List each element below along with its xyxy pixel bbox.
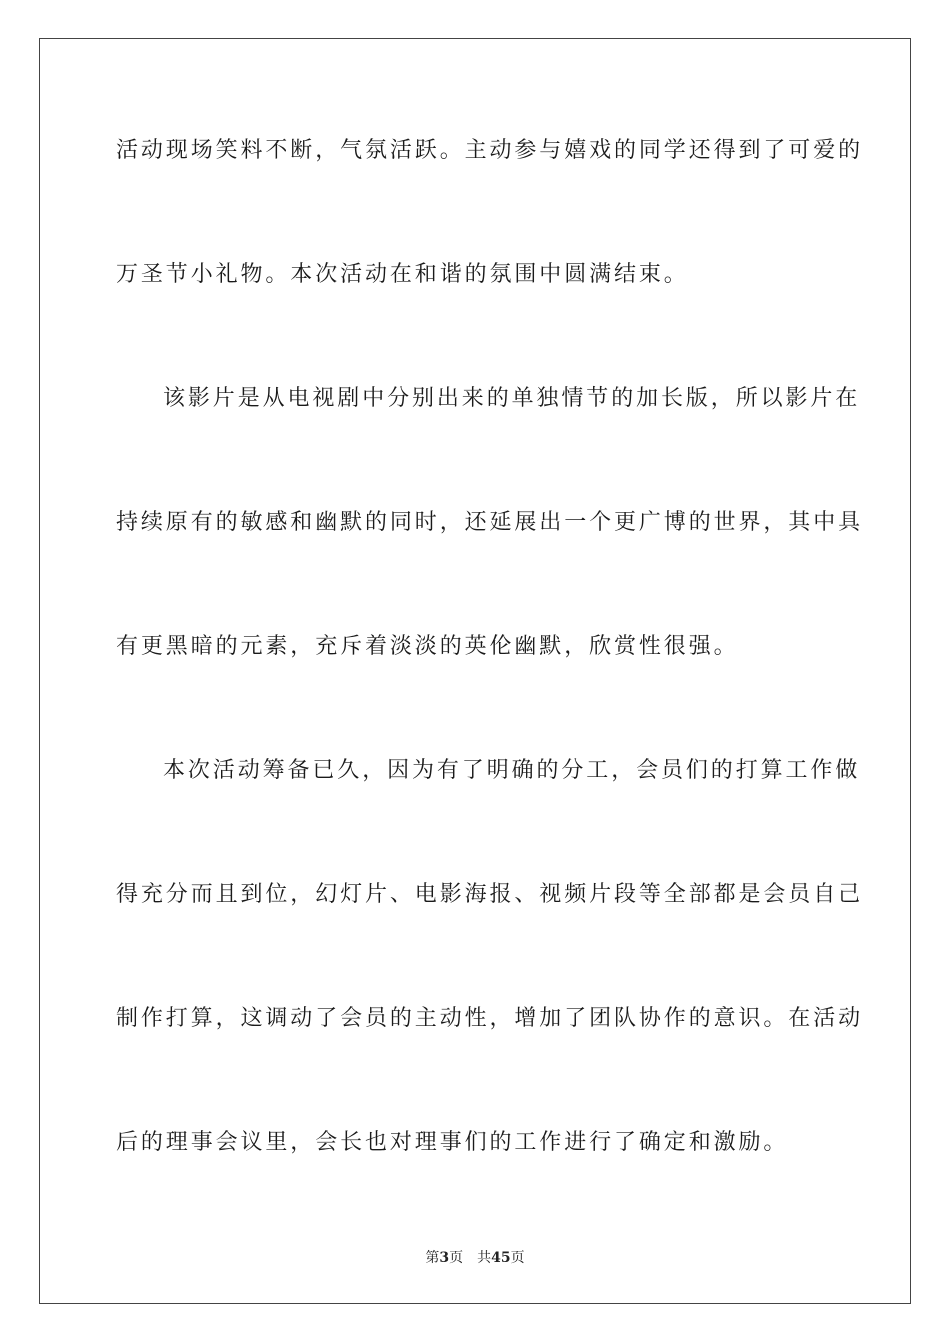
page-border bbox=[39, 38, 911, 1304]
text-line: 得充分而且到位，幻灯片、电影海报、视频片段等全部都是会员自己 bbox=[116, 882, 864, 907]
page-prefix: 第 bbox=[425, 1250, 440, 1266]
total-suffix: 页 bbox=[510, 1250, 525, 1266]
text-line: 有更黑暗的元素，充斥着淡淡的英伦幽默，欣赏性很强。 bbox=[116, 634, 739, 659]
text-line: 后的理事会议里，会长也对理事们的工作进行了确定和激励。 bbox=[116, 1130, 789, 1155]
text-line: 该影片是从电视剧中分别出来的单独情节的加长版，所以影片在 bbox=[163, 386, 861, 411]
total-pages: 45 bbox=[491, 1250, 511, 1266]
text-line: 万圣节小礼物。本次活动在和谐的氛围中圆满结束。 bbox=[116, 262, 689, 287]
page-footer bbox=[0, 1249, 950, 1267]
page-suffix: 页 bbox=[449, 1250, 464, 1266]
page-number: 3 bbox=[439, 1250, 450, 1266]
text-line: 制作打算，这调动了会员的主动性，增加了团队协作的意识。在活动 bbox=[116, 1006, 864, 1031]
text-line: 活动现场笑料不断，气氛活跃。主动参与嬉戏的同学还得到了可爱的 bbox=[116, 138, 864, 163]
text-line: 本次活动筹备已久，因为有了明确的分工，会员们的打算工作做 bbox=[163, 758, 861, 783]
total-prefix: 共 bbox=[477, 1250, 492, 1266]
text-line: 持续原有的敏感和幽默的同时，还延展出一个更广博的世界，其中具 bbox=[116, 510, 864, 535]
